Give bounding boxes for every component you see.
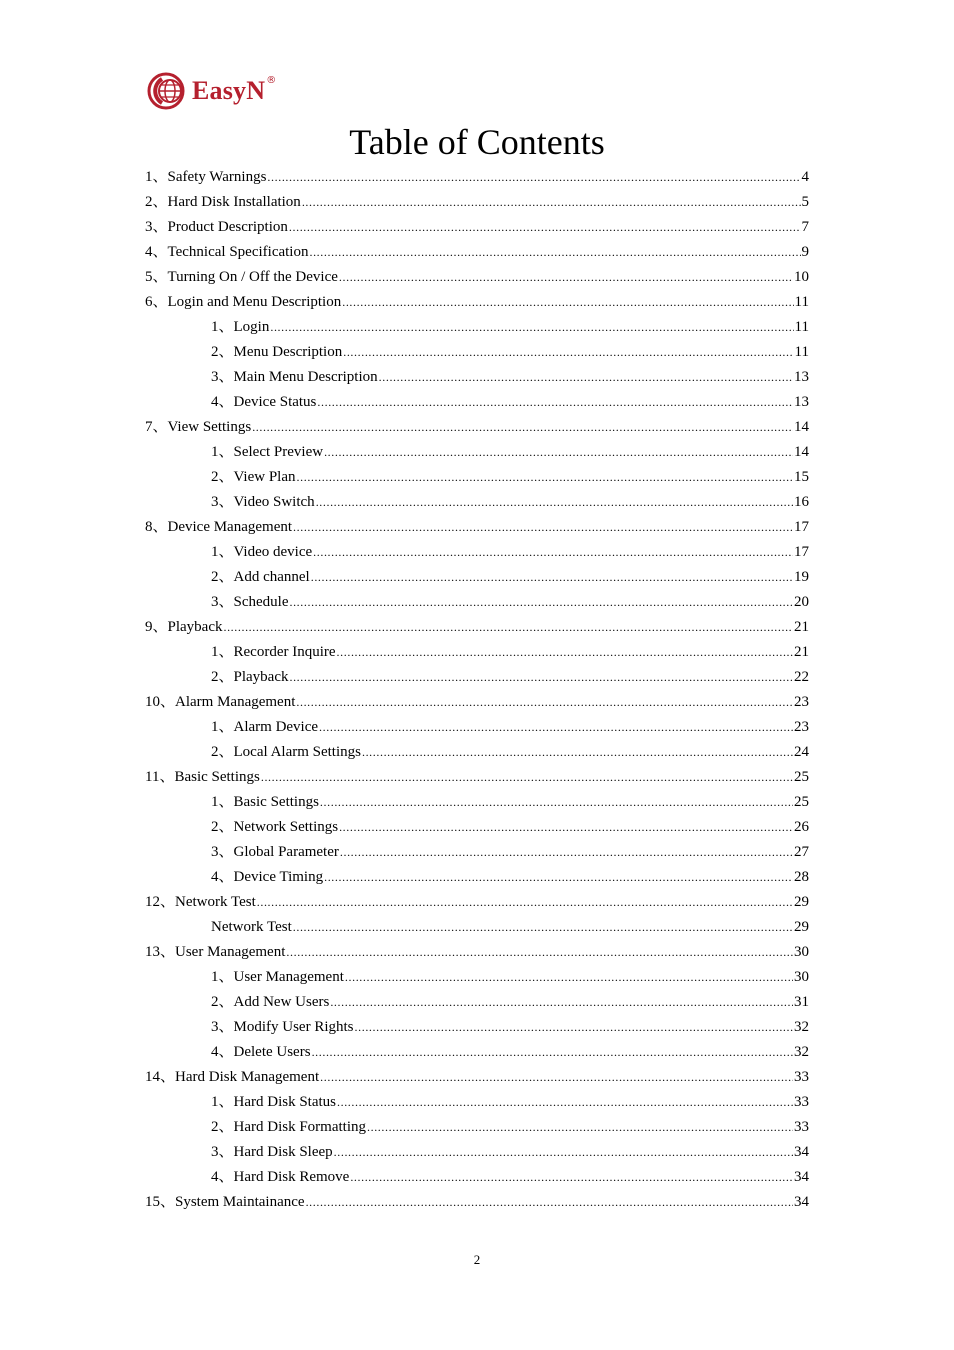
toc-entry-page: 30 xyxy=(794,944,809,960)
toc-entry-page: 30 xyxy=(794,969,809,985)
toc-entry-page: 11 xyxy=(794,344,809,360)
toc-entry-page: 21 xyxy=(794,619,809,635)
toc-entry-label: 1、Alarm Device xyxy=(211,719,319,735)
toc-entry-page: 14 xyxy=(794,444,809,460)
toc-entry[interactable] xyxy=(145,1115,809,1140)
table-of-contents xyxy=(145,165,809,1215)
toc-entry-page: 25 xyxy=(794,794,809,810)
toc-entry-label: 12、Network Test xyxy=(145,894,256,910)
toc-entry[interactable] xyxy=(145,1190,809,1215)
page-title: Table of Contents xyxy=(349,122,605,162)
toc-entry-label: 9、Playback xyxy=(145,619,223,635)
toc-entry-page: 27 xyxy=(794,844,809,860)
toc-entry-label: 14、Hard Disk Management xyxy=(145,1069,320,1085)
toc-entry[interactable] xyxy=(145,215,809,240)
toc-entry[interactable] xyxy=(145,590,809,615)
toc-entry[interactable] xyxy=(145,840,809,865)
toc-leader-dots xyxy=(330,990,793,1015)
toc-entry[interactable] xyxy=(145,990,809,1015)
toc-entry-page: 23 xyxy=(794,719,809,735)
toc-entry-page: 13 xyxy=(794,369,809,385)
toc-leader-dots xyxy=(343,340,793,365)
toc-entry[interactable] xyxy=(145,615,809,640)
toc-entry-label: 1、Login xyxy=(211,319,270,335)
toc-entry-label: 2、Menu Description xyxy=(211,344,343,360)
toc-entry-label: 13、User Management xyxy=(145,944,286,960)
toc-entry-label: 1、Video device xyxy=(211,544,313,560)
toc-entry[interactable] xyxy=(145,765,809,790)
toc-entry-page: 7 xyxy=(801,219,809,235)
toc-entry[interactable] xyxy=(145,890,809,915)
toc-entry[interactable] xyxy=(145,515,809,540)
toc-leader-dots xyxy=(320,790,793,815)
toc-entry-page: 32 xyxy=(794,1044,809,1060)
toc-leader-dots xyxy=(337,1090,793,1115)
toc-leader-dots xyxy=(270,315,793,340)
toc-entry[interactable] xyxy=(145,690,809,715)
toc-entry-label: 2、View Plan xyxy=(211,469,296,485)
toc-entry-page: 19 xyxy=(794,569,809,585)
toc-entry-label: Network Test xyxy=(211,919,292,935)
toc-entry-label: 3、Modify User Rights xyxy=(211,1019,354,1035)
toc-entry-label: 4、Device Status xyxy=(211,394,317,410)
toc-entry[interactable] xyxy=(145,1140,809,1165)
toc-entry-page: 34 xyxy=(794,1194,809,1210)
toc-leader-dots xyxy=(293,515,793,540)
toc-leader-dots xyxy=(324,865,793,890)
toc-entry-label: 2、Local Alarm Settings xyxy=(211,744,361,760)
toc-entry-label: 8、Device Management xyxy=(145,519,293,535)
toc-entry-label: 3、Global Parameter xyxy=(211,844,339,860)
toc-entry-page: 34 xyxy=(794,1144,809,1160)
toc-entry-page: 32 xyxy=(794,1019,809,1035)
toc-entry[interactable] xyxy=(145,665,809,690)
toc-leader-dots xyxy=(320,1065,793,1090)
toc-leader-dots xyxy=(345,965,793,990)
toc-entry-label: 11、Basic Settings xyxy=(145,769,260,785)
toc-entry-label: 1、Safety Warnings xyxy=(145,169,267,185)
toc-entry-page: 26 xyxy=(794,819,809,835)
toc-entry-label: 4、Device Timing xyxy=(211,869,324,885)
toc-entry[interactable] xyxy=(145,540,809,565)
toc-entry-page: 31 xyxy=(794,994,809,1010)
toc-leader-dots xyxy=(309,240,800,265)
toc-leader-dots xyxy=(293,915,793,940)
toc-leader-dots xyxy=(367,1115,793,1140)
toc-entry-page: 14 xyxy=(794,419,809,435)
brand-logo xyxy=(146,70,276,112)
toc-entry-label: 1、User Management xyxy=(211,969,344,985)
toc-entry[interactable] xyxy=(145,865,809,890)
toc-entry-label: 2、Hard Disk Formatting xyxy=(211,1119,366,1135)
toc-entry-label: 10、Alarm Management xyxy=(145,694,296,710)
toc-entry-page: 20 xyxy=(794,594,809,610)
toc-entry-page: 22 xyxy=(794,669,809,685)
toc-entry-page: 11 xyxy=(794,294,809,310)
toc-entry-page: 24 xyxy=(794,744,809,760)
toc-entry[interactable] xyxy=(145,740,809,765)
toc-leader-dots xyxy=(362,740,793,765)
toc-leader-dots xyxy=(339,815,793,840)
toc-leader-dots xyxy=(316,490,793,515)
toc-leader-dots xyxy=(286,940,793,965)
toc-entry-page: 9 xyxy=(801,244,809,260)
registered-mark: ® xyxy=(266,74,277,86)
toc-entry[interactable] xyxy=(145,390,809,415)
toc-leader-dots xyxy=(311,565,793,590)
toc-leader-dots xyxy=(289,665,793,690)
toc-entry-label: 3、Video Switch xyxy=(211,494,315,510)
toc-entry-page: 33 xyxy=(794,1069,809,1085)
toc-entry[interactable] xyxy=(145,340,809,365)
toc-entry-label: 4、Hard Disk Remove xyxy=(211,1169,350,1185)
toc-entry-label: 1、Basic Settings xyxy=(211,794,319,810)
logo-text: EasyN xyxy=(192,76,266,105)
toc-entry-page: 28 xyxy=(794,869,809,885)
toc-entry[interactable] xyxy=(145,1090,809,1115)
toc-entry-page: 15 xyxy=(794,469,809,485)
toc-entry-label: 2、Network Settings xyxy=(211,819,339,835)
toc-entry-page: 21 xyxy=(794,644,809,660)
page-number: 2 xyxy=(473,1252,481,1267)
toc-entry-label: 1、Hard Disk Status xyxy=(211,1094,336,1110)
toc-leader-dots xyxy=(334,1140,793,1165)
toc-entry[interactable] xyxy=(145,715,809,740)
toc-entry[interactable] xyxy=(145,1015,809,1040)
toc-entry[interactable] xyxy=(145,240,809,265)
toc-entry-label: 4、Delete Users xyxy=(211,1044,311,1060)
toc-leader-dots xyxy=(261,765,793,790)
toc-entry-page: 17 xyxy=(794,544,809,560)
toc-entry-label: 7、View Settings xyxy=(145,419,252,435)
toc-leader-dots xyxy=(317,390,793,415)
toc-entry-page: 10 xyxy=(794,269,809,285)
toc-entry-label: 2、Hard Disk Installation xyxy=(145,194,301,210)
toc-entry-label: 2、Add New Users xyxy=(211,994,330,1010)
toc-entry[interactable] xyxy=(145,465,809,490)
toc-entry-page: 33 xyxy=(794,1119,809,1135)
toc-entry-label: 3、Schedule xyxy=(211,594,289,610)
toc-leader-dots xyxy=(289,590,793,615)
toc-entry[interactable] xyxy=(145,640,809,665)
toc-entry-page: 5 xyxy=(801,194,809,210)
toc-entry[interactable] xyxy=(145,315,809,340)
toc-entry-page: 4 xyxy=(801,169,809,185)
toc-entry[interactable] xyxy=(145,490,809,515)
toc-leader-dots xyxy=(306,1190,793,1215)
toc-entry-page: 13 xyxy=(794,394,809,410)
toc-entry[interactable] xyxy=(145,415,809,440)
toc-entry-label: 3、Main Menu Description xyxy=(211,369,378,385)
toc-leader-dots xyxy=(313,540,793,565)
toc-entry-label: 6、Login and Menu Description xyxy=(145,294,342,310)
toc-leader-dots xyxy=(350,1165,793,1190)
toc-entry[interactable] xyxy=(145,440,809,465)
toc-leader-dots xyxy=(297,465,793,490)
toc-leader-dots xyxy=(252,415,793,440)
toc-leader-dots xyxy=(337,640,793,665)
toc-entry[interactable] xyxy=(145,815,809,840)
toc-entry[interactable] xyxy=(145,915,809,940)
toc-entry-label: 2、Add channel xyxy=(211,569,310,585)
toc-leader-dots xyxy=(223,615,793,640)
toc-entry[interactable] xyxy=(145,1165,809,1190)
toc-leader-dots xyxy=(257,890,793,915)
toc-entry[interactable] xyxy=(145,265,809,290)
toc-entry-page: 29 xyxy=(794,919,809,935)
toc-leader-dots xyxy=(355,1015,793,1040)
toc-leader-dots xyxy=(324,440,793,465)
toc-entry[interactable] xyxy=(145,565,809,590)
toc-entry[interactable] xyxy=(145,165,809,190)
toc-entry-label: 15、System Maintainance xyxy=(145,1194,305,1210)
toc-entry-page: 11 xyxy=(794,319,809,335)
toc-entry-page: 16 xyxy=(794,494,809,510)
toc-entry[interactable] xyxy=(145,940,809,965)
toc-entry[interactable] xyxy=(145,790,809,815)
toc-entry-label: 5、Turning On / Off the Device xyxy=(145,269,338,285)
toc-leader-dots xyxy=(302,190,801,215)
toc-entry[interactable] xyxy=(145,1065,809,1090)
toc-entry-label: 3、Product Description xyxy=(145,219,288,235)
toc-entry-label: 3、Hard Disk Sleep xyxy=(211,1144,333,1160)
toc-leader-dots xyxy=(319,715,793,740)
toc-entry-label: 2、Playback xyxy=(211,669,289,685)
toc-entry[interactable] xyxy=(145,190,809,215)
toc-leader-dots xyxy=(342,290,793,315)
toc-entry[interactable] xyxy=(145,965,809,990)
toc-entry-page: 29 xyxy=(794,894,809,910)
toc-entry[interactable] xyxy=(145,365,809,390)
toc-entry-page: 25 xyxy=(794,769,809,785)
toc-leader-dots xyxy=(339,265,793,290)
toc-leader-dots xyxy=(312,1040,793,1065)
toc-entry-label: 4、Technical Specification xyxy=(145,244,309,260)
toc-entry-page: 17 xyxy=(794,519,809,535)
toc-entry-page: 34 xyxy=(794,1169,809,1185)
easyn-logo-icon xyxy=(146,71,186,111)
toc-leader-dots xyxy=(296,690,793,715)
toc-leader-dots xyxy=(289,215,801,240)
toc-entry[interactable] xyxy=(145,1040,809,1065)
toc-entry[interactable] xyxy=(145,290,809,315)
toc-entry-page: 23 xyxy=(794,694,809,710)
toc-leader-dots xyxy=(379,365,793,390)
toc-entry-label: 1、Select Preview xyxy=(211,444,324,460)
toc-entry-page: 33 xyxy=(794,1094,809,1110)
toc-leader-dots xyxy=(267,165,800,190)
toc-entry-label: 1、Recorder Inquire xyxy=(211,644,336,660)
toc-leader-dots xyxy=(340,840,793,865)
